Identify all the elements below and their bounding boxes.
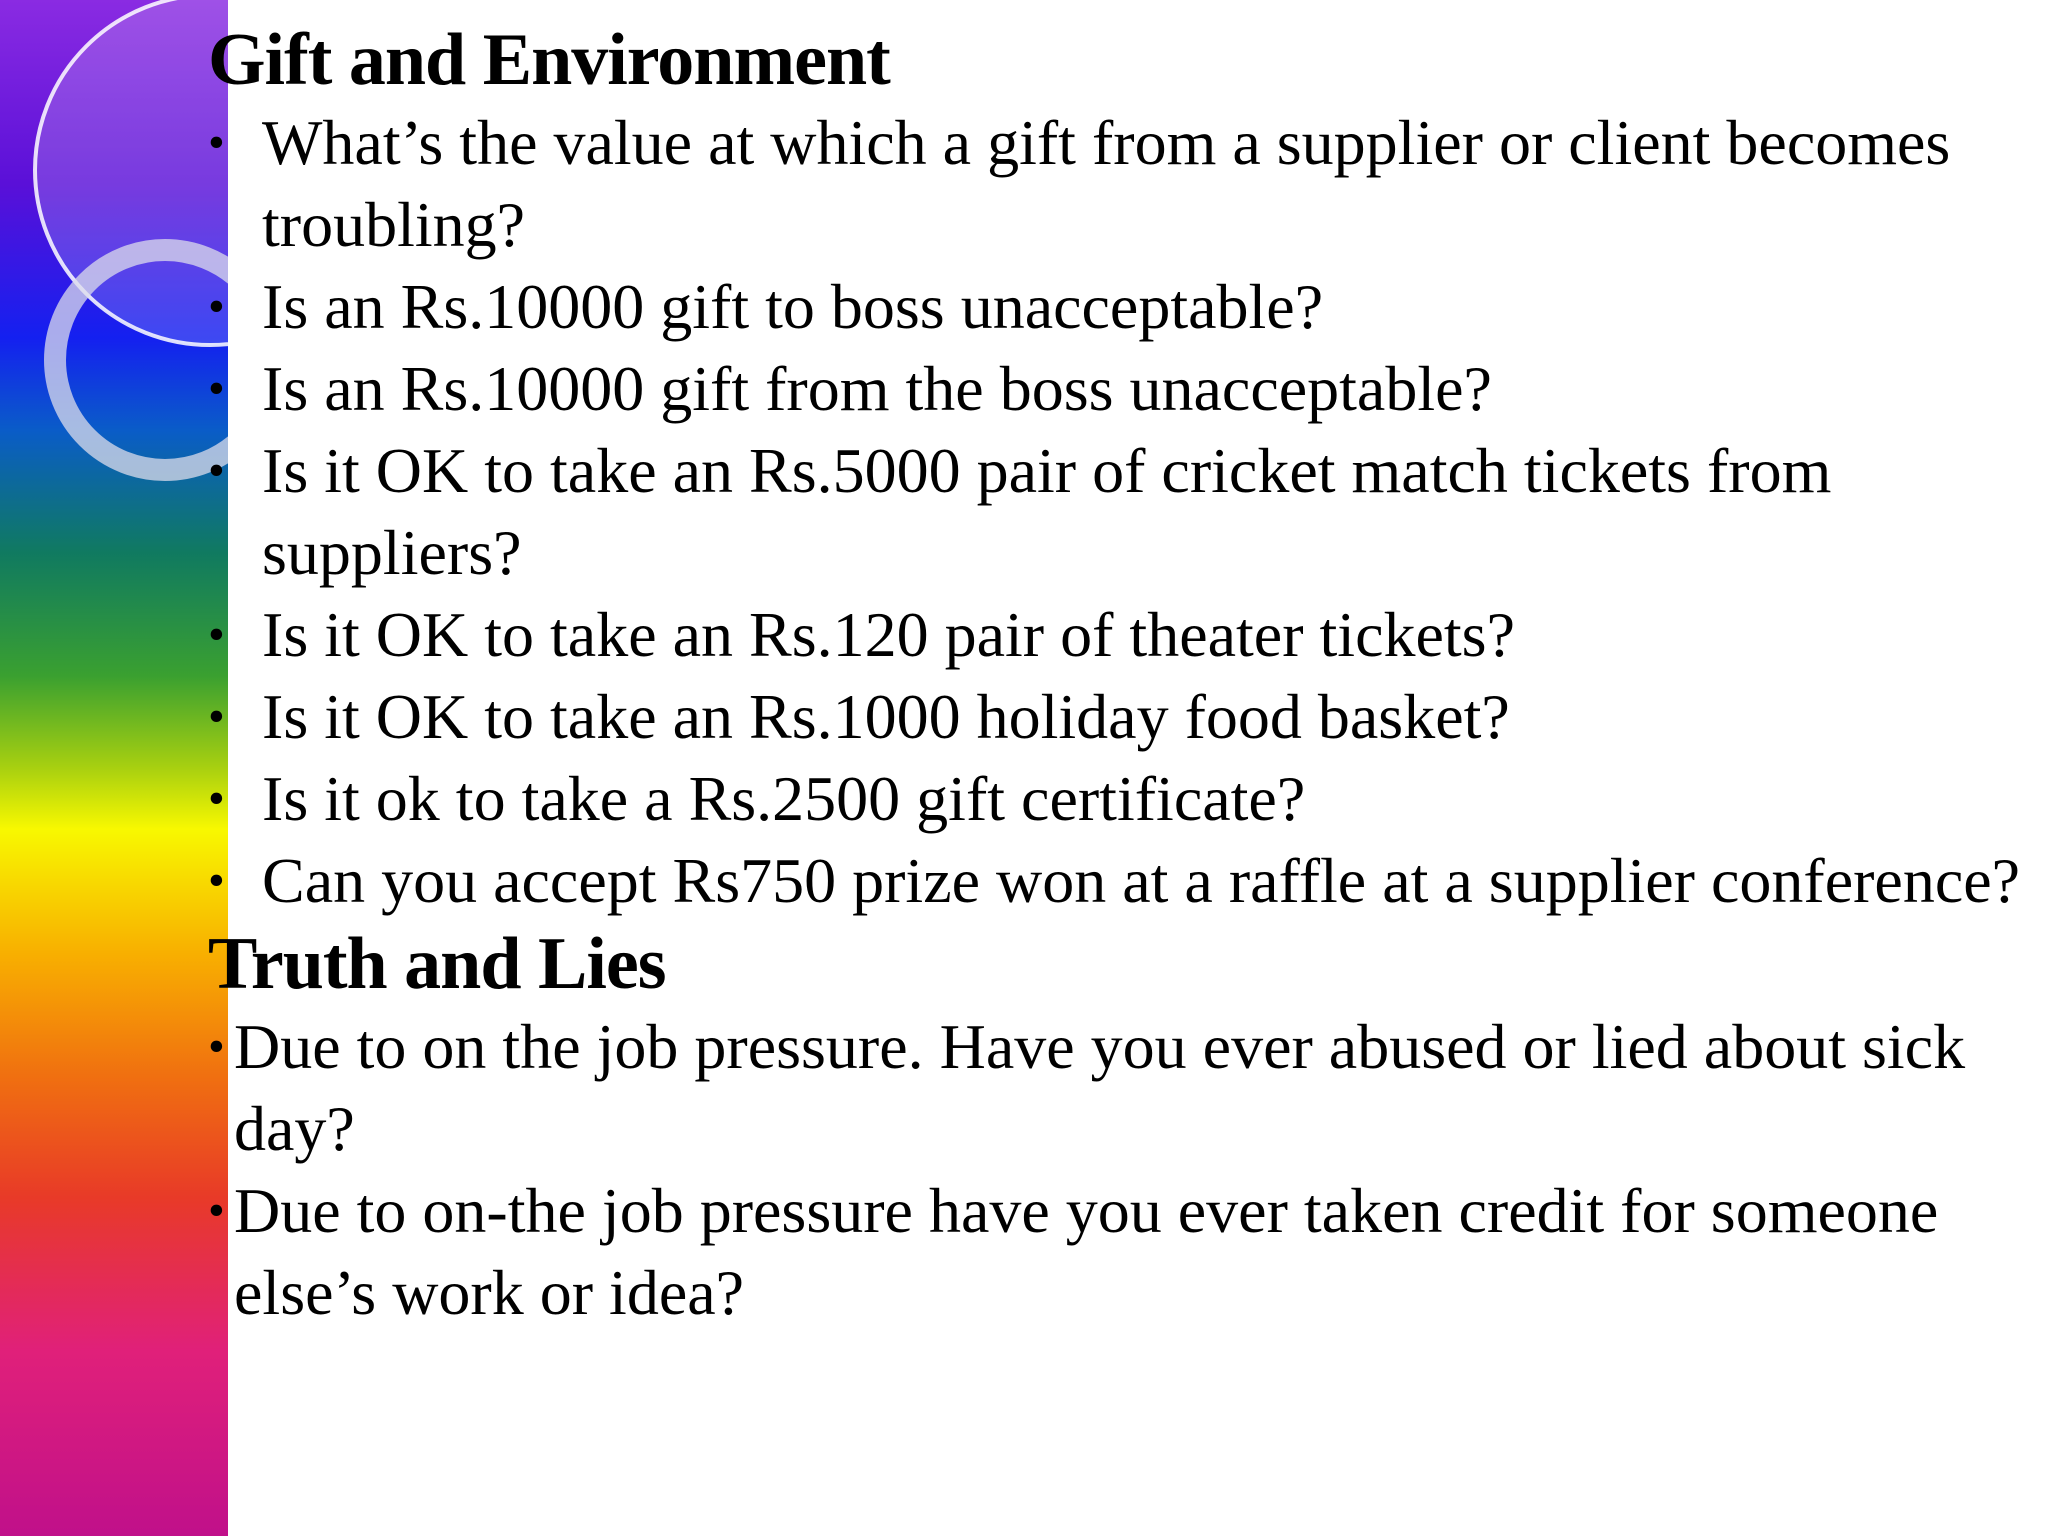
list-item-text: Is it ok to take a Rs.2500 gift certificate? [262,763,1306,834]
list-item-text: Due to on-the job pressure have you ever taken credit for someone else’s work or idea? [234,1175,1939,1328]
list-item [208,840,2038,922]
list-item-text: Is it OK to take an Rs.5000 pair of cricket match tickets from suppliers? [262,435,1832,588]
slide-content [208,18,2038,1334]
truth-question-list [208,1006,2038,1334]
bullet-icon: • [208,608,225,661]
bullet-icon: • [208,772,225,825]
list-item [208,102,2038,266]
list-item-text: Is it OK to take an Rs.1000 holiday food basket? [262,681,1510,752]
gift-question-list [208,102,2038,922]
list-item-text: Due to on the job pressure. Have you ever abused or lied about sick day? [234,1011,1966,1164]
list-item [208,594,2038,676]
bullet-icon: • [208,362,225,415]
bullet-icon: • [208,1184,225,1237]
list-item-text: Is an Rs.10000 gift to boss unacceptable? [262,271,1324,342]
list-item-text: Is an Rs.10000 gift from the boss unacceptable? [262,353,1492,424]
section-title-gift: Gift and Environment [208,19,890,101]
list-item [208,1006,2038,1170]
list-item-text: Can you accept Rs750 prize won at a raffle at a supplier conference? [262,845,2021,916]
bullet-icon: • [208,854,225,907]
list-item [208,758,2038,840]
section-title-truth: Truth and Lies [208,923,666,1005]
list-item [208,266,2038,348]
bullet-icon: • [208,690,225,743]
circle-ornament [0,0,228,520]
bullet-icon: • [208,116,225,169]
bullet-icon: • [208,280,225,333]
list-item-text: What’s the value at which a gift from a supplier or client becomes troubling? [262,107,1951,260]
bullet-icon: • [208,1020,225,1073]
list-item [208,676,2038,758]
list-item [208,430,2038,594]
list-item [208,1170,2038,1334]
list-item [208,348,2038,430]
list-item-text: Is it OK to take an Rs.120 pair of theater tickets? [262,599,1515,670]
bullet-icon: • [208,444,225,497]
